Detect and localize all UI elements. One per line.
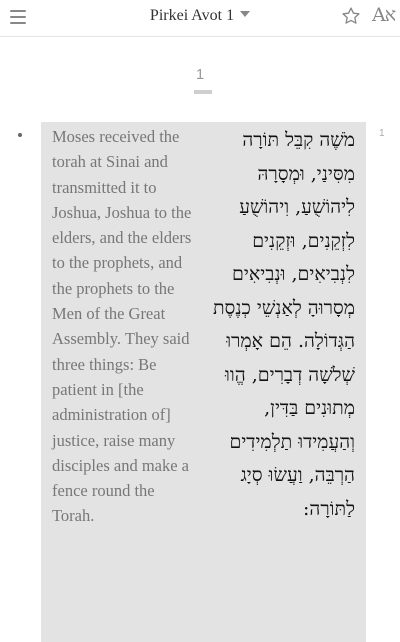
page-title: Pirkei Avot 1 — [149, 7, 235, 24]
chevron-down-icon — [240, 11, 250, 17]
verse-number: 1 — [379, 128, 385, 139]
verse-hebrew-text[interactable]: מֹשֶׁה קִבֵּל תּוֹרָה מִסִּינַי, וּמְסָרָהּ לִיהוֹשֻׁעַ, וִיהוֹשֻׁעַ לִזְקֵנִים, וּזְקֵנִים לִנְבִיאִים, וּנְבִיאִים מְסָרוּהָ לְאַנְשֵׁי כְנֶסֶת הַגְּדוֹלָה. הֵם אָמְרוּ שְׁלֹשָׁה דְבָרִים, הֱווּ מְתוּנִים בַּדִּין, וְהַעֲמִידוּ תַלְמִידִים הַרְבֵּה, וַעֲשׂוּ סְיָג לַתּוֹרָה: — [212, 129, 355, 520]
bullet-icon — [18, 133, 22, 137]
section-number: 1 — [195, 66, 205, 83]
verse-english-text[interactable]: Moses received the torah at Sinai and transmitted it to Joshua, Joshua to the elders, and the elders to the prophets, and the prophets to the Men of the Great Assembly. They said three things: Be patient in [the administration of] justice, raise many disciples and make a fence round the Torah. — [52, 127, 192, 526]
star-icon[interactable] — [341, 6, 361, 26]
section-divider — [194, 90, 212, 94]
text-title-dropdown[interactable] — [0, 7, 400, 25]
language-toggle-icon[interactable]: Aא — [372, 4, 396, 26]
top-bar — [0, 0, 400, 37]
